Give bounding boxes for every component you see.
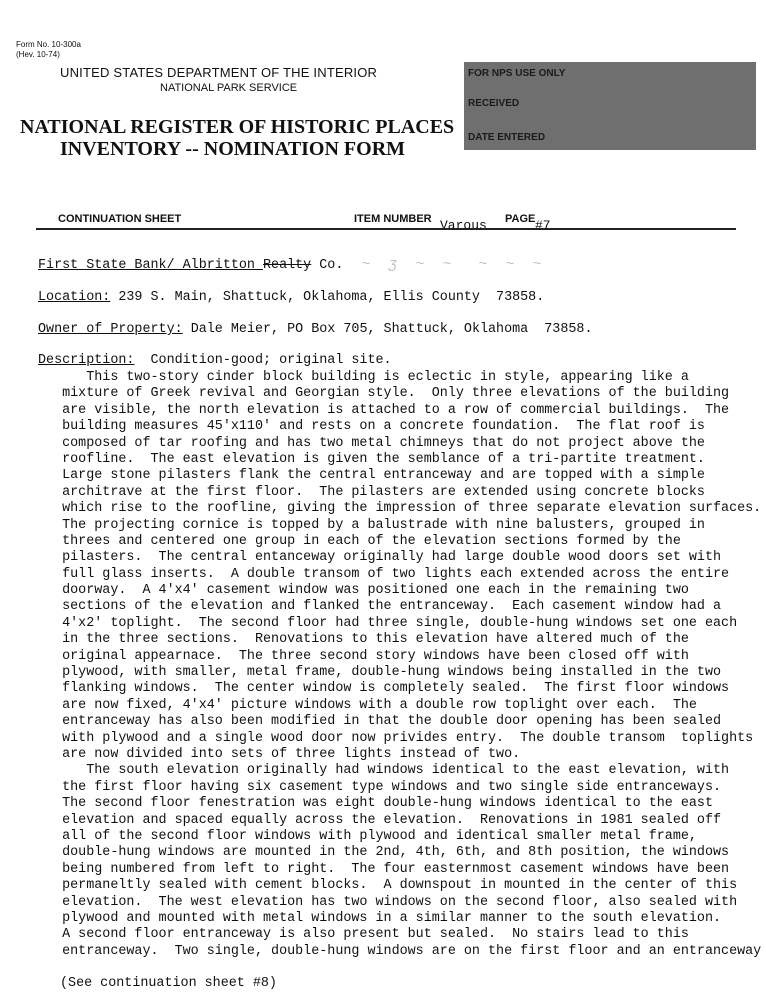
description-line: composed of tar roofing and has two metal chimneys that do not project above the <box>38 435 705 451</box>
description-line: the first floor having six casement type windows and two single side entranceways. <box>38 779 722 795</box>
description-line: threes and centered one group in each of the elevation sections formed by the <box>38 533 681 549</box>
description-line: architrave at the first floor. The pilasters are extended using concrete blocks <box>38 484 705 500</box>
form-rev-line: (Hev. 10-74) <box>16 50 60 59</box>
description-line: double-hung windows are mounted in the 2nd, 4th, 6th, and 8th position, the windows <box>38 845 730 861</box>
location-row <box>38 290 544 306</box>
nps-use-stamp <box>464 62 756 150</box>
header-rule <box>36 228 736 230</box>
description-line: original appearnace. The three second story windows have been closed off with <box>38 648 689 664</box>
form-no-line: Form No. 10-300a <box>16 40 81 49</box>
see-continuation-note: (See continuation sheet #8) <box>60 976 277 991</box>
description-line: flanking windows. The center window is completely sealed. The first floor windows <box>38 681 730 697</box>
service-name: NATIONAL PARK SERVICE <box>160 82 298 94</box>
description-line: elevation. The west elevation has two windows on the second floor, also sealed with <box>38 894 738 910</box>
description-label: Description: <box>38 353 135 368</box>
form-title-line2: INVENTORY -- NOMINATION FORM <box>60 138 406 160</box>
description-line: entranceway. Two single, double-hung windows are on the first floor and an entranceway <box>38 943 762 959</box>
description-line: The second floor fenestration was eight double-hung windows identical to the east <box>38 796 713 812</box>
description-line: pilasters. The central entanceway originally had large double wood doors set with <box>38 550 722 566</box>
description-line: entranceway has also been modified in that the double door opening has been sealed <box>38 714 722 730</box>
description-line: 4'x2' toplight. The second floor had three single, double-hung windows set one each <box>38 615 738 631</box>
description-line: This two-story cinder block building is eclectic in style, appearing like a <box>38 370 689 385</box>
property-name-struck: Realty <box>263 258 312 273</box>
description-line: A second floor entranceway is also present but sealed. No stairs lead to this <box>38 927 689 943</box>
owner-label: Owner of Property: <box>38 322 183 337</box>
stamp-line1: FOR NPS USE ONLY <box>468 68 566 79</box>
description-value: Condition-good; original site. <box>134 353 392 368</box>
department-name: UNITED STATES DEPARTMENT OF THE INTERIOR <box>60 65 378 80</box>
description-line: are visible, the north elevation is attached to a row of commercial buildings. The <box>38 402 730 418</box>
description-line: sections of the elevation and flanked the entranceway. Each casement window had a <box>38 599 722 615</box>
description-line: are now divided into sets of three lights instead of two. <box>38 746 521 762</box>
description-line: The south elevation originally had windows identical to the east elevation, with <box>38 763 730 779</box>
description-line: Large stone pilasters flank the central entranceway and are topped with a simple <box>38 468 705 484</box>
stamp-line2: RECEIVED <box>468 98 520 109</box>
description-body <box>38 370 762 960</box>
description-line: all of the second floor windows with plywood and identical smaller metal frame, <box>38 828 697 844</box>
description-line: plywood and mounted with metal windows in a similar manner to the south elevation. <box>38 910 722 926</box>
page-label: PAGE <box>505 213 536 225</box>
description-line: full glass inserts. A double transom of two lights each extended across the entire <box>38 566 730 582</box>
description-line: plywood, with smaller, metal frame, double-hung windows being installed in the two <box>38 665 722 681</box>
description-line: elevation and spaced equally across the elevation. Renovations in 1981 sealed off <box>38 812 722 828</box>
location-value: 239 S. Main, Shattuck, Oklahoma, Ellis County 73858. <box>110 290 545 305</box>
location-label: Location: <box>38 290 111 305</box>
description-line: building measures 45'x110' and rests on a concrete foundation. The flat roof is <box>38 419 705 435</box>
description-line: in the three sections. Renovations to this elevation have altered much of the <box>38 632 689 648</box>
page-value: #7 <box>535 218 551 233</box>
description-line: The projecting cornice is topped by a balustrade with nine balusters, grouped in <box>38 517 705 533</box>
property-name-suffix: Co. <box>311 258 344 273</box>
handwritten-annotation: ~ ʒ ~ ~ ~ ~ ~ <box>343 256 542 273</box>
description-line: permaneltly sealed with cement blocks. A downspout in mounted in the center of this <box>38 878 738 894</box>
description-line: being numbered from left to right. The four easternmost casement windows have been <box>38 861 730 877</box>
owner-value: Dale Meier, PO Box 705, Shattuck, Oklahoma 73858. <box>182 322 593 337</box>
description-line: are now fixed, 4'x4' picture windows with a double row toplight over each. The <box>38 697 697 713</box>
continuation-sheet-label: CONTINUATION SHEET <box>58 213 182 225</box>
item-number-label: ITEM NUMBER <box>354 213 432 225</box>
description-line: mixture of Greek revival and Georgian style. Only three elevations of the building <box>38 386 730 402</box>
description-row <box>38 353 392 369</box>
owner-row <box>38 322 592 338</box>
description-line: doorway. A 4'x4' casement window was positioned one each in the remaining two <box>38 583 689 599</box>
description-line: which rise to the roofline, giving the impression of three separate elevation surfaces. <box>38 501 762 517</box>
form-title-line1: NATIONAL REGISTER OF HISTORIC PLACES <box>20 116 455 138</box>
property-name-prefix: First State Bank/ Albritton <box>38 258 263 273</box>
form-number <box>16 40 81 60</box>
description-line: roofline. The east elevation is given the semblance of a tri-partite treatment. <box>38 451 705 467</box>
stamp-line3: DATE ENTERED <box>468 132 546 143</box>
item-number-value: Varous <box>440 218 487 233</box>
description-line: with plywood and a single wood door now privides entry. The double transom toplights <box>38 730 754 746</box>
property-name <box>38 257 541 274</box>
